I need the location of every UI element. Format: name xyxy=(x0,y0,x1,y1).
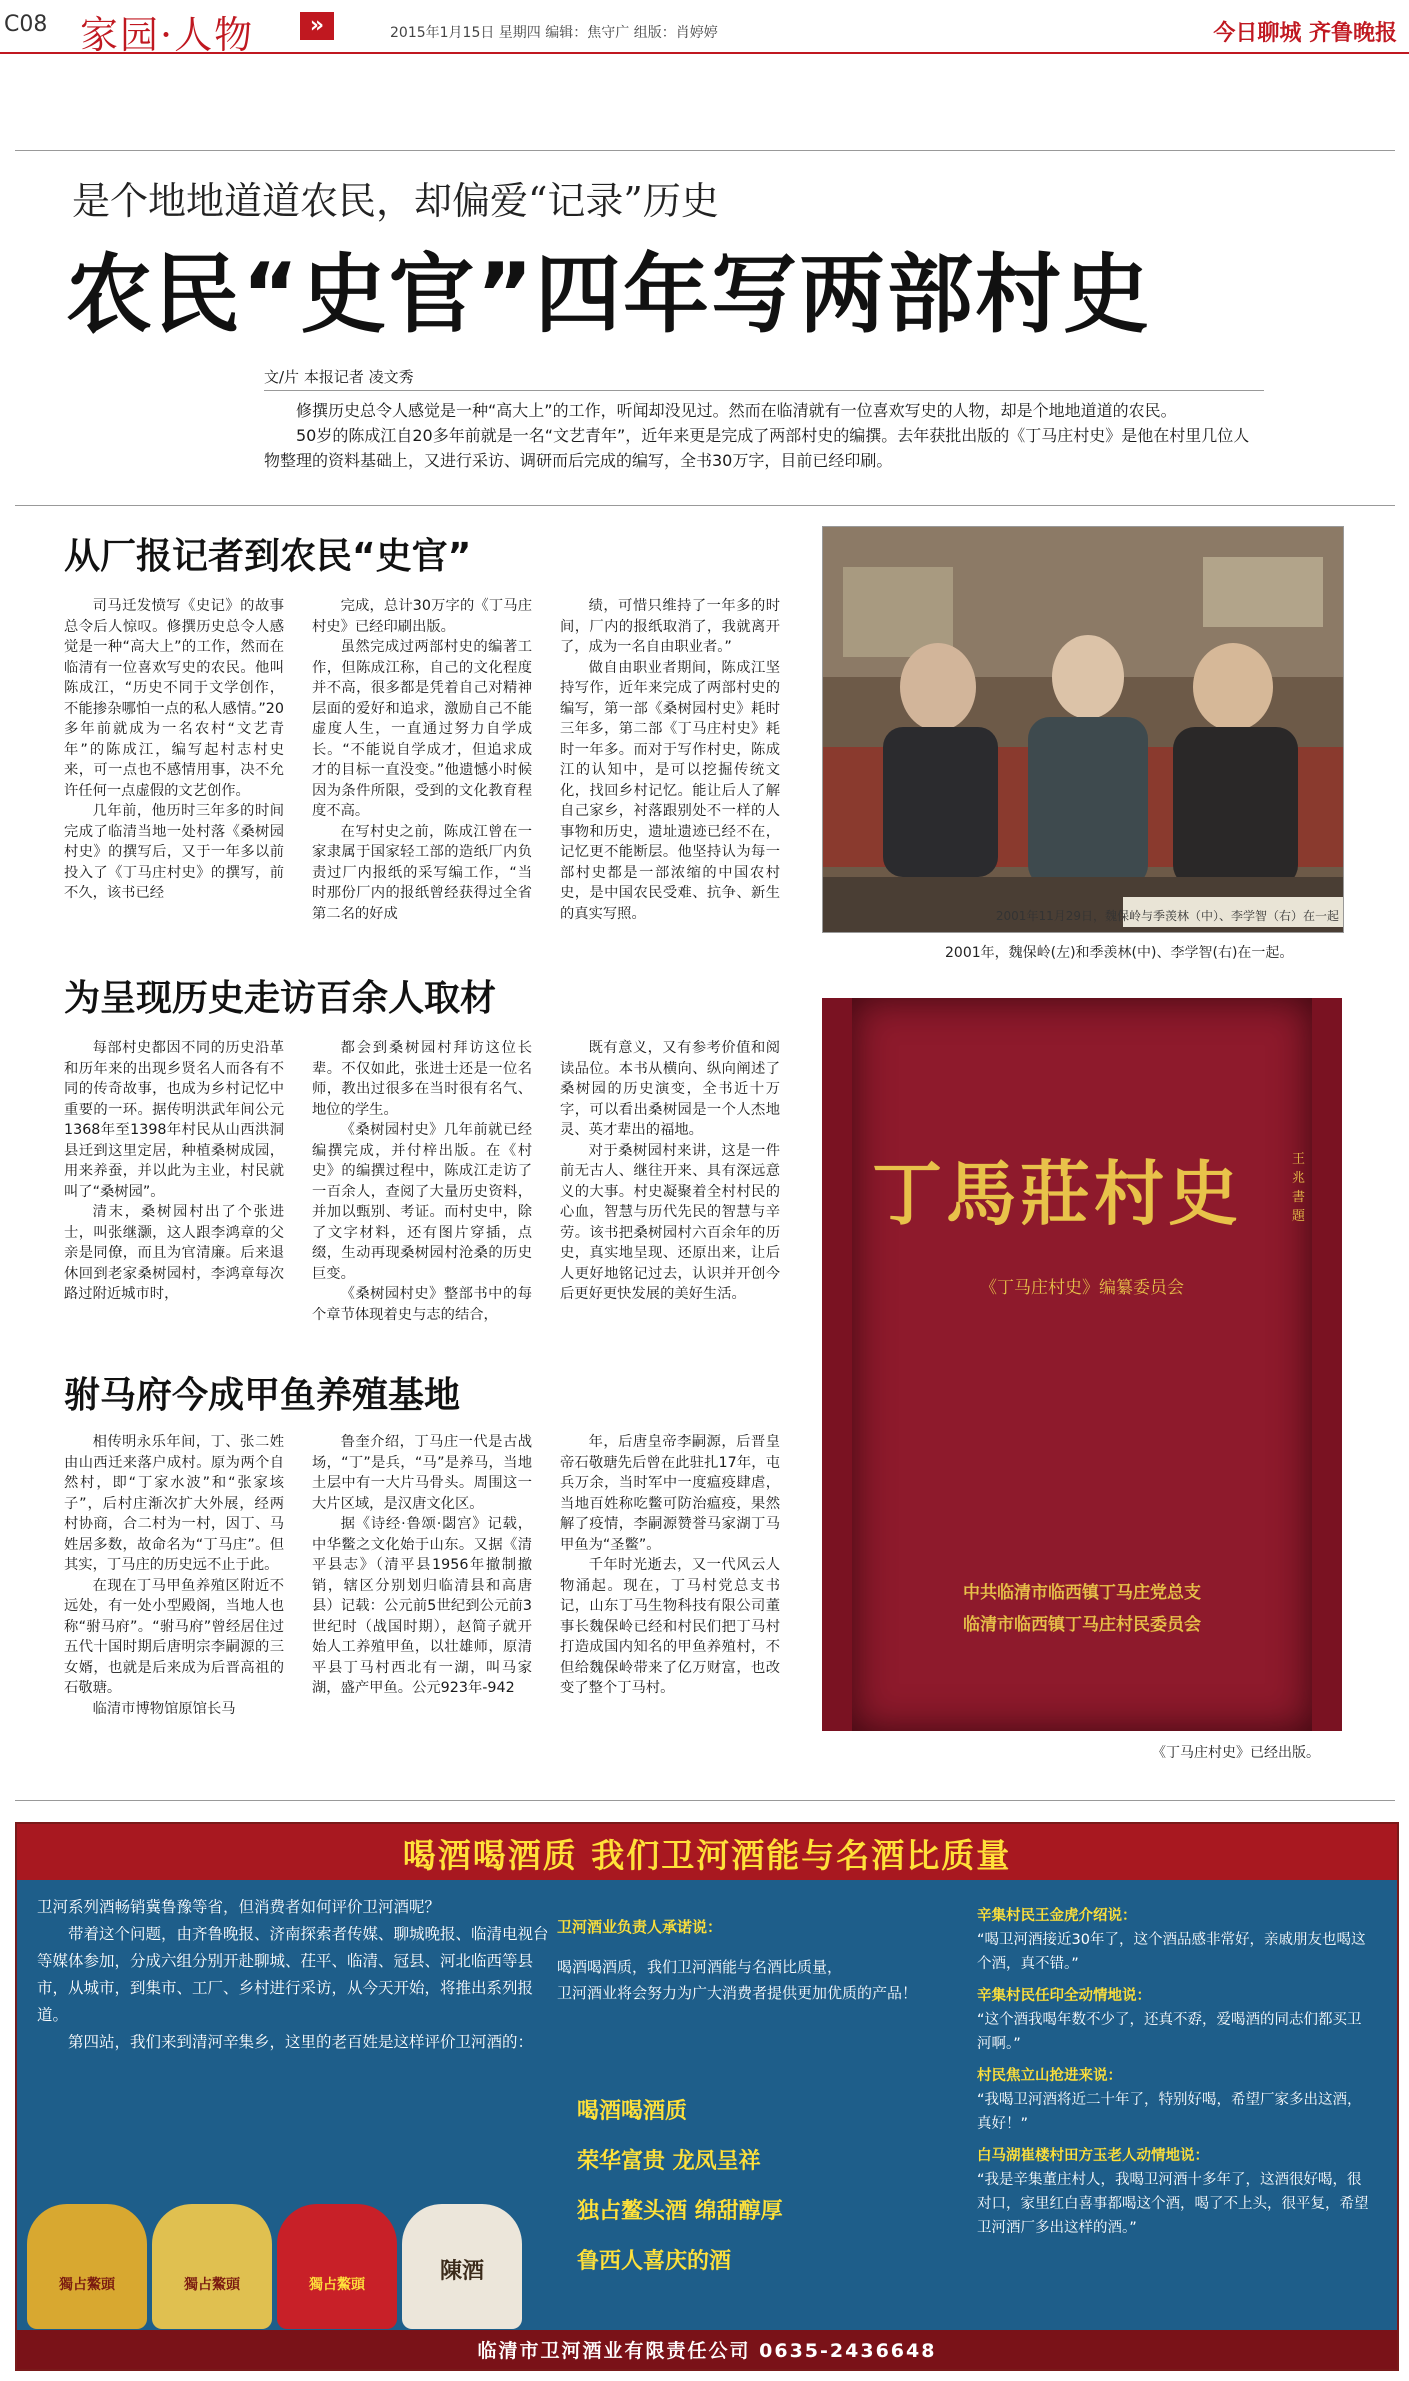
ad-slogan: 鲁西人喜庆的酒 xyxy=(577,2249,732,2274)
paragraph: 在写村史之前，陈成江曾在一家隶属于国家轻工部的造纸厂内负责过厂内报纸的采写编工作，“当时那份厂内的报纸曾经获得过全省第二名的好成 xyxy=(312,823,532,922)
text-column xyxy=(64,596,284,904)
bottle-label: 陳酒 xyxy=(439,2259,484,2284)
ad-paragraph: 第四站，我们来到清河辛集乡，这里的老百姓是这样评价卫河酒的： xyxy=(68,2033,534,2051)
lead-paragraphs xyxy=(264,398,1264,473)
text-column xyxy=(64,1038,284,1305)
paragraph: 在现在丁马甲鱼养殖区附近不远处，有一处小型殿阁，当地人也称“驸马府”。“驸马府”曾经居住过五代十国时期后唐明宗李嗣源的三女婿，也就是后来成为后晋高祖的石敬瑭。 xyxy=(64,1577,284,1696)
ad-headline: 喝酒喝酒质 我们卫河酒能与名酒比质量 xyxy=(402,1836,1012,1875)
bottle-label: 獨占鰲頭 xyxy=(59,2277,115,2293)
testimonial-quote: “我是辛集董庄村人，我喝卫河酒十多年了，这酒很好喝，很对口，家里红白喜事都喝这个酒，喝了不上头，很平复，希望卫河酒厂多出这样的酒。” xyxy=(977,2172,1369,2236)
ad-slogan: 独占鳌头酒 绵甜醇厚 xyxy=(577,2199,783,2224)
paragraph: 《桑树园村史》几年前就已经编撰完成，并付梓出版。在《村史》的编撰过程中，陈成江走访了一百余人，查阅了大量历史资料，并加以甄别、考证。而村史中，除了文字材料，还有图片穿插，点缀，生动再现桑树园村沧桑的历史巨变。 xyxy=(312,1122,532,1282)
photo-book-cover xyxy=(822,998,1342,1731)
photo-caption: 《丁马庄村史》已经出版。 xyxy=(1152,1745,1320,1761)
text-column xyxy=(312,596,532,924)
paragraph: 几年前，他历时三年多的时间完成了临清当地一处村落《桑树园村史》的撰写后，又于一年多以前投入了《丁马庄村史》的撰写，前不久，该书已经 xyxy=(64,803,284,901)
text-column xyxy=(312,1038,532,1325)
section-arrow-icon: » xyxy=(300,12,334,40)
divider xyxy=(15,150,1395,151)
paragraph: 临清市博物馆原馆长马 xyxy=(92,1700,236,1717)
paragraph: 千年时光逝去，又一代风云人物涌起。现在，丁马村党总支书记，山东丁马生物科技有限公司董事长魏保岭已经和村民们把丁马村打造成国内知名的甲鱼养殖村，不但给魏保岭带来了亿万财富，也改变了整个丁马村。 xyxy=(560,1557,780,1696)
article-subtitle: 是个地地道道农民，却偏爱“记录”历史 xyxy=(72,179,719,223)
advertisement xyxy=(15,1822,1399,2371)
testimonial-quote: “我喝卫河酒将近二十年了，特别好喝，希望厂家多出这酒，真好！” xyxy=(977,2092,1362,2132)
paragraph: 《桑树园村史》整部书中的每个章节体现着史与志的结合， xyxy=(312,1286,532,1323)
ad-paragraph: 卫河系列酒畅销冀鲁豫等省，但消费者如何评价卫河酒呢？ xyxy=(37,1898,441,1916)
text-column xyxy=(64,1432,284,1719)
divider xyxy=(264,390,1264,391)
ad-slogan: 荣华富贵 龙凤呈祥 xyxy=(577,2149,761,2174)
ad-promise-title: 卫河酒业负责人承诺说： xyxy=(557,1918,723,1936)
paragraph: 相传明永乐年间，丁、张二姓由山西迁来落户成村。原为两个自然村，即“丁家水波”和“张家垓子”，后村庄渐次扩大外展，经两村协商，合二村为一村，因丁、马姓居多数，故命名为“丁马庄”。但其实，丁马庄的历史远不止于此。 xyxy=(64,1434,284,1573)
testimonial-quote: “喝卫河酒接近30年了，这个酒品感非常好，亲戚朋友也喝这个酒，真不错。” xyxy=(977,1932,1366,1972)
photo-caption: 2001年，魏保岭(左)和季羡林(中)、李学智(右)在一起。 xyxy=(945,945,1294,961)
ad-testimonials xyxy=(977,1896,1372,2240)
paragraph: 每部村史都因不同的历史沿革和历年来的出现乡贤名人而各有不同的传奇故事，也成为乡村记忆中重要的一环。据传明洪武年间公元1368年至1398年村民从山西洪洞县迁到这里定居，种植桑树成园，用来养蚕，并以此为主业，村民就叫了“桑树园”。 xyxy=(64,1040,284,1200)
ad-promise-line: 喝酒喝酒质，我们卫河酒能与名酒比质量， xyxy=(557,1958,843,1976)
text-column xyxy=(560,1432,780,1699)
paragraph: 清末，桑树园村出了个张进士，叫张继灏，这人跟李鸿章的父亲是同僚，而且为官清廉。后来退休回到老家桑树园村，李鸿章每次路过附近城市时， xyxy=(64,1204,284,1302)
liquor-bottle-image xyxy=(277,2204,397,2329)
issue-meta: 2015年1月15日 星期四 编辑：焦守广 组版：肖婷婷 xyxy=(390,25,718,41)
ad-intro xyxy=(37,1894,557,2056)
ad-paragraph: 带着这个问题，由齐鲁晚报、济南探索者传媒、聊城晚报、临清电视台等媒体参加，分成六组分别开赴聊城、茌平、临清、冠县、河北临西等县市，从城市，到集市、工厂、乡村进行采访，从今天开始，将推出系列报道。 xyxy=(37,1925,549,2024)
lead-paragraph: 修撰历史总令人感觉是一种“高大上”的工作，听闻却没见过。然而在临清就有一位喜欢写史的人物，却是个地地道道的农民。 xyxy=(296,401,1177,420)
divider xyxy=(15,1800,1395,1801)
section-heading: 从厂报记者到农民“史官” xyxy=(64,536,472,577)
book-calligrapher: 王兆 書題 xyxy=(1292,1152,1306,1224)
paragraph: 完成，总计30万字的《丁马庄村史》已经印刷出版。 xyxy=(312,598,532,635)
testimonial-speaker: 白马湖崔楼村田方玉老人动情地说： xyxy=(977,2148,1209,2164)
ad-slogan: 喝酒喝酒质 xyxy=(577,2099,688,2124)
section-title: 家园·人物 xyxy=(80,13,255,57)
article-title: 农民“史官”四年写两部村史 xyxy=(66,245,1152,345)
text-column xyxy=(560,1038,780,1305)
paragraph: 既有意义，又有参考价值和阅读品位。本书从横向、纵向阐述了桑树园的历史演变，全书近十万字，可以看出桑树园是一个人杰地灵、英才辈出的福地。 xyxy=(560,1040,780,1138)
testimonial-speaker: 辛集村民王金虎介绍说： xyxy=(977,1908,1137,1924)
liquor-bottle-image xyxy=(402,2204,522,2329)
paragraph: 对于桑树园村来讲，这是一件前无古人、继往开来、具有深远意义的大事。村史凝聚着全村村民的心血，智慧与历代先民的智慧与辛劳。该书把桑树园村六百余年的历史，真实地呈现、还原出来，让后人更好地铭记过去，认识并开创今后更好更快发展的美好生活。 xyxy=(560,1142,780,1302)
paragraph: 虽然完成过两部村史的编著工作，但陈成江称，自己的文化程度并不高，很多都是凭着自己对精神层面的爱好和追求，激励自己不能虚度人生，一直通过努力自学成长。“不能说自学成才，但追求成才的目标一直没变。”他遗憾小时候因为条件所限，受到的文化教育程度不高。 xyxy=(312,639,532,819)
book-editor: 《丁马庄村史》编纂委员会 xyxy=(980,1278,1184,1298)
paragraph: 鲁奎介绍，丁马庄一代是古战场，“丁”是兵，“马”是养马，当地土层中有一大片马骨头。周围这一大片区域，是汉唐文化区。 xyxy=(312,1434,532,1512)
photo-three-men xyxy=(822,526,1344,933)
byline: 文/片 本报记者 凌文秀 xyxy=(264,368,414,386)
paragraph: 做自由职业者期间，陈成江坚持写作，近年来完成了两部村史的编写，第一部《桑树园村史》耗时三年多，第二部《丁马庄村史》耗时一年多。而对于写作村史，陈成江的认知中，是可以挖掘传统文化，找回乡村记忆。能让后人了解自己家乡，衬落跟别处不一样的人事物和历史，遗址遗迹已经不在，记忆更不能断层。他坚持认为每一部村史都是一部浓缩的中国农村史，是中国农民受难、抗争、新生的真实写照。 xyxy=(560,659,780,922)
testimonial-speaker: 辛集村民任印全动情地说： xyxy=(977,1988,1151,2004)
lead-paragraph: 50岁的陈成江自20多年前就是一名“文艺青年”，近年来更是完成了两部村史的编撰。去年获批出版的《丁马庄村史》是他在村里几位人物整理的资料基础上，又进行采访、调研而后完成的编写，全书30万字，目前已经印刷。 xyxy=(264,426,1250,470)
book-publisher-1: 中共临清市临西镇丁马庄党总支 xyxy=(963,1583,1201,1603)
testimonial-quote: “这个酒我喝年数不少了，还真不孬，爱喝酒的同志们都买卫河啊。” xyxy=(977,2012,1362,2052)
paragraph: 年，后唐皇帝李嗣源，后晋皇帝石敬瑭先后曾在此驻扎17年，屯兵万余，当时军中一度瘟疫肆虐，当地百姓称吃鳖可防治瘟疫，果然解了疫情，李嗣源赞誉马家湖丁马甲鱼为“圣鳖”。 xyxy=(560,1434,780,1553)
section-heading: 为呈现历史走访百余人取材 xyxy=(64,978,497,1019)
ad-company-contact: 临清市卫河酒业有限责任公司 0635-2436648 xyxy=(477,2340,937,2362)
ad-promise-line: 卫河酒业将会努力为广大消费者提供更加优质的产品！ xyxy=(557,1984,918,2002)
book-title: 丁馬莊村史 xyxy=(872,1152,1242,1235)
ad-promise xyxy=(557,1914,967,2006)
photo-illustration xyxy=(823,527,1343,932)
liquor-bottle-image xyxy=(152,2204,272,2329)
book-publisher-2: 临清市临西镇丁马庄村民委员会 xyxy=(963,1615,1201,1635)
bottle-label: 獨占鰲頭 xyxy=(184,2277,240,2293)
newspaper-brand: 今日聊城 齐鲁晚报 xyxy=(1213,21,1397,46)
liquor-bottle-image xyxy=(27,2204,147,2329)
bottle-label: 獨占鰲頭 xyxy=(309,2277,365,2293)
text-column xyxy=(312,1432,532,1699)
divider xyxy=(15,505,1395,506)
paragraph: 司马迁发愤写《史记》的故事总令后人惊叹。修撰历史总令人感觉是一种“高大上”的工作，然而在临清有一位喜欢写史的农民。他叫陈成江，“历史不同于文学创作，不能掺杂哪怕一点的私人感情。”20多年前就成为一名农村“文艺青年”的陈成江，编写起村志村史来，可一点也不感情用事，决不允许任何一点虚假的文艺创作。 xyxy=(64,598,284,799)
testimonial-speaker: 村民焦立山抢进来说： xyxy=(977,2068,1122,2084)
photo-date-stamp: 2001年11月29日，魏保岭与季羡林（中）、李学智（右）在一起 xyxy=(995,909,1339,923)
paragraph: 都会到桑树园村拜访这位长辈。不仅如此，张进士还是一位名师，教出过很多在当时很有名气、地位的学生。 xyxy=(312,1040,532,1118)
page-number: C08 xyxy=(4,12,48,37)
text-column xyxy=(560,596,780,924)
section-heading: 驸马府今成甲鱼养殖基地 xyxy=(64,1375,461,1416)
paragraph: 据《诗经·鲁颂·閟宫》记载，中华鳖之文化始于山东。又据《清平县志》（清平县1956年撤制撤销，辖区分别划归临清县和高唐县）记载：公元前5世纪到公元前3世纪时（战国时期），赵简子就开始人工养殖甲鱼，以壮雄师，原清平县丁马村西北有一湖，叫马家湖，盛产甲鱼。公元923年-942 xyxy=(312,1516,532,1696)
paragraph: 绩，可惜只维持了一年多的时间，厂内的报纸取消了，我就离开了，成为一名自由职业者。” xyxy=(560,598,780,655)
